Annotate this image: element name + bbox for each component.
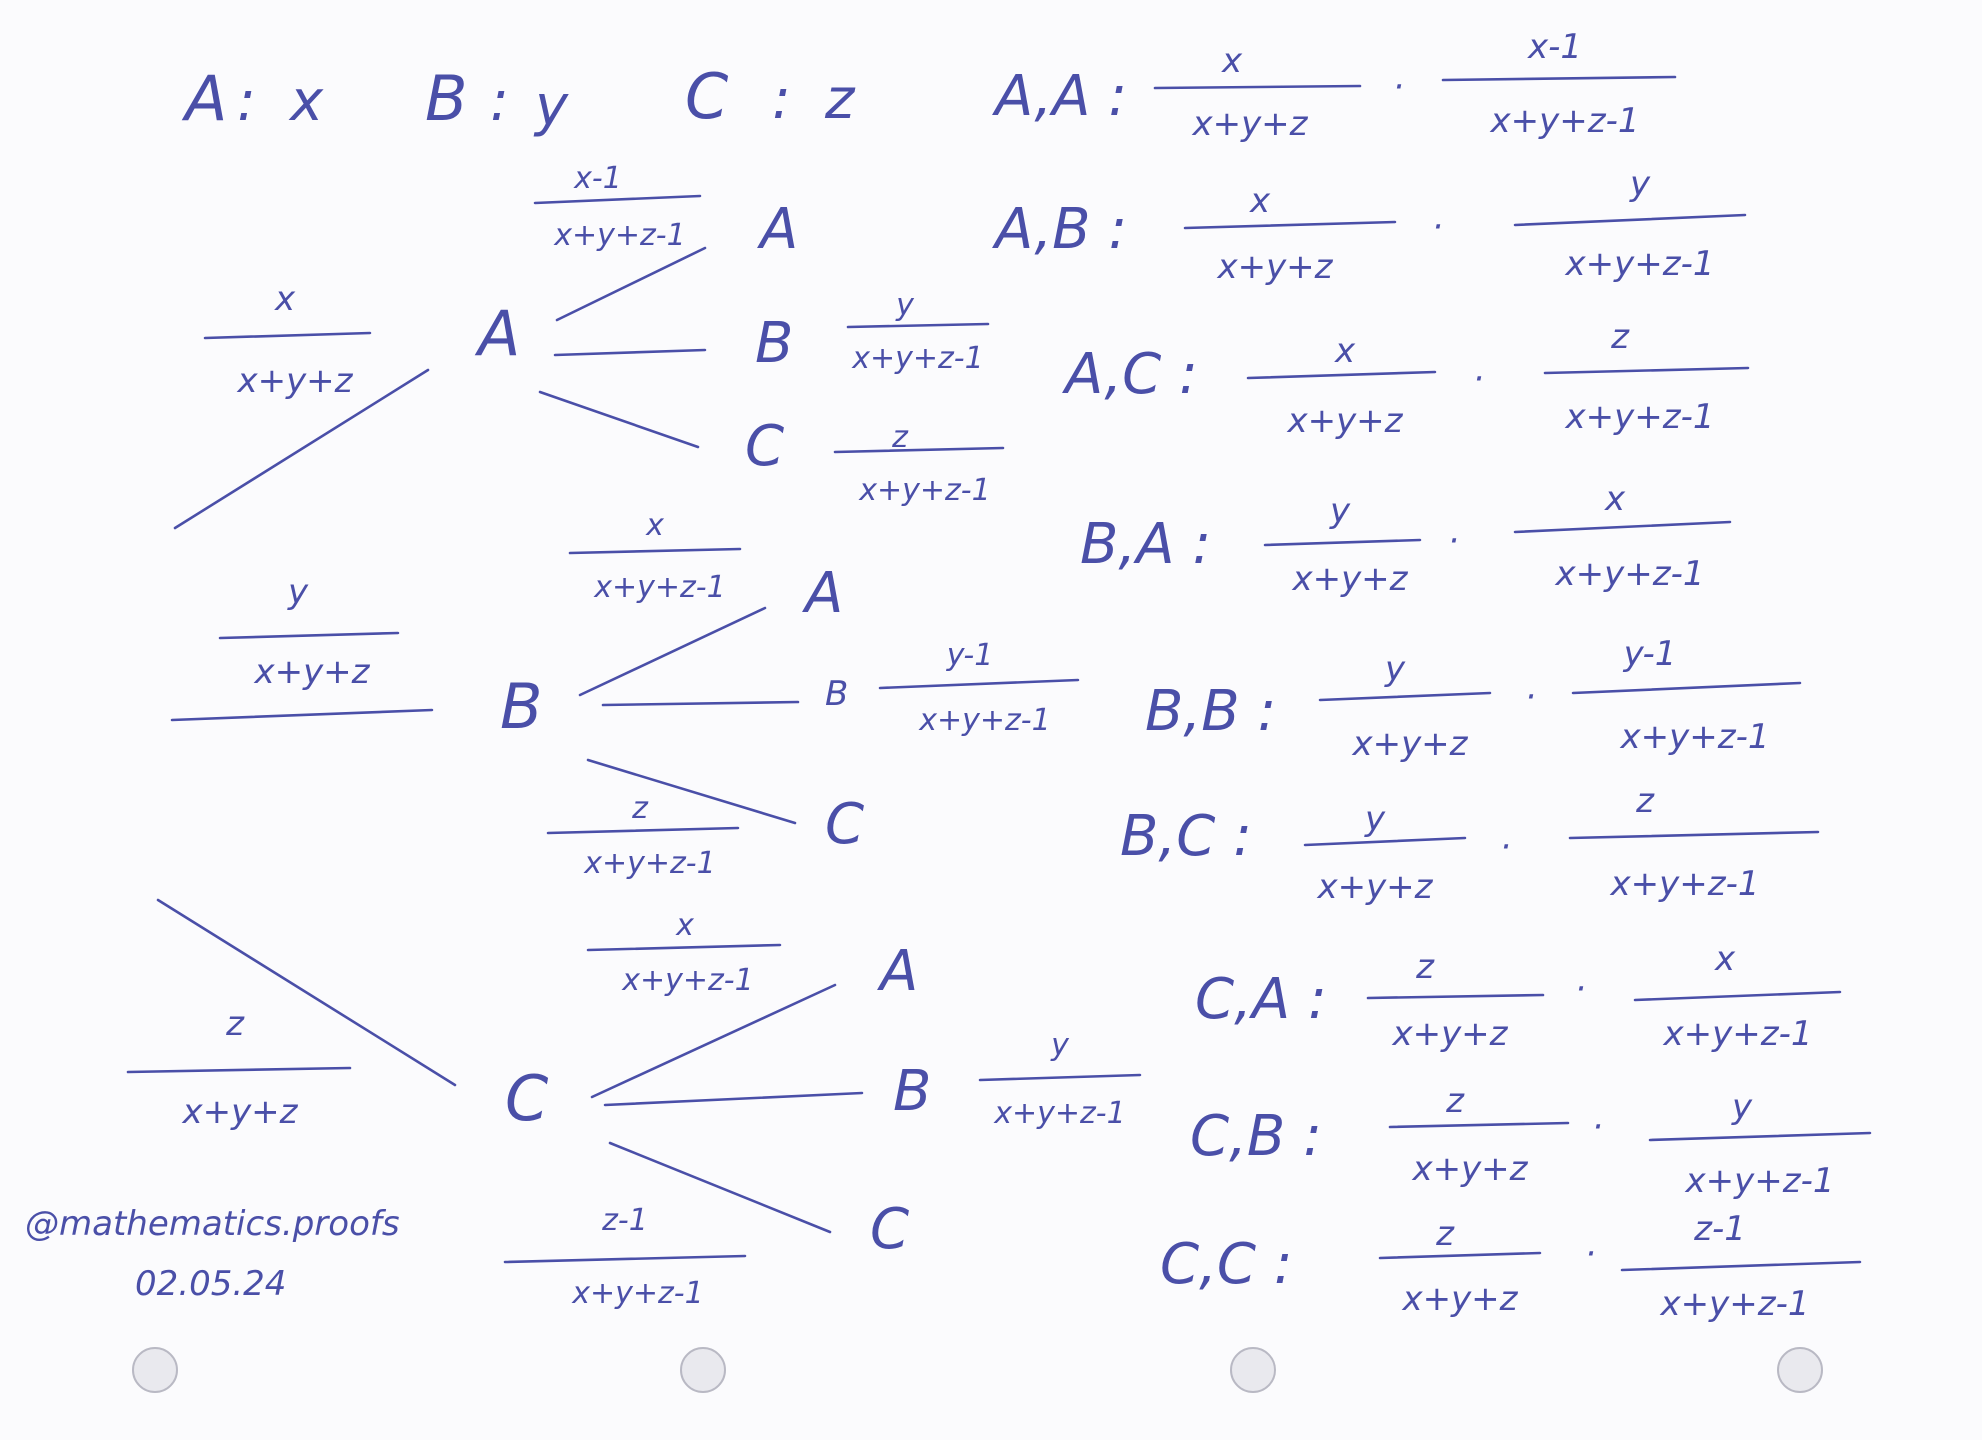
def-a-name: A	[185, 62, 228, 135]
pb-b-bar	[880, 680, 1078, 688]
pa-b-bar	[848, 324, 988, 327]
branch-a-b	[555, 350, 705, 355]
outcome-cc-dot: ·	[1585, 1234, 1596, 1274]
outcome-bb-f1-bar	[1320, 693, 1490, 700]
outcome-ca-f1-bar	[1368, 995, 1543, 998]
outcome-ac-dot: ·	[1473, 359, 1484, 399]
outcome-ba-f1-den: x+y+z	[1292, 559, 1408, 599]
outcome-ab-f1-bar	[1185, 222, 1395, 228]
outcome-cc	[1160, 1209, 1860, 1324]
outcome-ba-dot: ·	[1448, 521, 1459, 561]
def-b-var: y	[535, 74, 569, 139]
pb-c-den: x+y+z-1	[584, 846, 716, 881]
outcome-ba-label: B,A :	[1080, 512, 1212, 577]
pc-c-bar	[505, 1256, 745, 1262]
definitions	[181, 60, 856, 139]
p-a-num: x	[274, 279, 296, 319]
p-c-bar	[128, 1068, 350, 1072]
outcome-ac-f2-bar	[1545, 368, 1748, 373]
outcome-ca-f2-den: x+y+z-1	[1663, 1014, 1813, 1054]
pc-b-bar	[980, 1075, 1140, 1080]
signature-handle: @mathematics.proofs	[25, 1204, 400, 1244]
outcome-cc-f1-den: x+y+z	[1402, 1279, 1518, 1319]
outcome-bc-f1-den: x+y+z	[1317, 867, 1433, 907]
outcome-ac-f2-num: z	[1611, 317, 1629, 357]
pc-c-node: C	[870, 1197, 910, 1262]
outcome-cb-dot: ·	[1592, 1107, 1603, 1147]
outcome-ca-label: C,A :	[1195, 967, 1327, 1032]
outcome-bb	[1145, 634, 1800, 764]
outcome-ac-f2-den: x+y+z-1	[1565, 397, 1715, 437]
pb-c-bar	[548, 828, 738, 833]
outcome-ba	[1080, 479, 1730, 599]
outcome-aa	[992, 27, 1675, 144]
outcome-cc-f2-den: x+y+z-1	[1660, 1284, 1810, 1324]
outcome-cc-f1-bar	[1380, 1253, 1540, 1258]
outcome-bc-f1-num: y	[1364, 799, 1386, 839]
pa-b-node: B	[755, 311, 794, 376]
def-a-var: x	[290, 69, 324, 134]
p-b-num: y	[287, 572, 309, 612]
outcome-bb-f2-den: x+y+z-1	[1620, 717, 1770, 757]
branch-group-b	[548, 508, 1078, 881]
node-a: A	[478, 297, 521, 370]
pc-c-num: z-1	[602, 1203, 648, 1238]
outcome-aa-f2-bar	[1443, 77, 1675, 80]
branch-b-c	[588, 760, 795, 823]
outcome-ac	[1062, 317, 1748, 441]
outcome-cb-f2-bar	[1650, 1133, 1870, 1140]
pa-a-num: x-1	[574, 161, 622, 196]
pa-b-num: y	[896, 288, 914, 323]
pa-a-bar	[535, 196, 700, 203]
p-b-den: x+y+z	[254, 652, 370, 692]
outcome-ca-f1-num: z	[1416, 947, 1434, 987]
outcome-cc-label: C,C :	[1160, 1232, 1293, 1297]
outcome-ca-f2-num: x	[1714, 939, 1736, 979]
p-a-den: x+y+z	[237, 361, 353, 401]
outcome-ac-f1-bar	[1248, 372, 1435, 378]
outcome-ab-f2-bar	[1515, 215, 1745, 225]
pa-c-den: x+y+z-1	[859, 473, 991, 508]
outcome-ab-f2-den: x+y+z-1	[1565, 244, 1715, 284]
node-c: C	[505, 1062, 549, 1135]
branch-c-b	[605, 1093, 862, 1105]
pa-b-den: x+y+z-1	[852, 341, 984, 376]
outcome-aa-label: A,A :	[995, 64, 1128, 129]
def-c-name: C	[685, 60, 729, 133]
pa-c-bar	[835, 448, 1003, 452]
branch-group-c	[505, 908, 1140, 1311]
outcome-ca-f2-bar	[1635, 992, 1840, 1000]
outcome-ab-label: A,B :	[995, 197, 1128, 262]
outcome-ab-f2-num: y	[1629, 164, 1651, 204]
pb-b-num: y-1	[946, 638, 994, 673]
outcome-aa-f2-num: x-1	[1527, 27, 1583, 67]
outcome-cb-f2-num: y	[1731, 1087, 1753, 1127]
binder-hole-icon	[1231, 1348, 1275, 1392]
outcome-ca	[1195, 939, 1840, 1054]
pb-a-den: x+y+z-1	[594, 570, 726, 605]
def-c-var: z	[825, 67, 855, 132]
pb-c-node: C	[825, 792, 865, 857]
branch-b-a	[580, 608, 765, 695]
outcome-aa-f1-bar	[1155, 86, 1360, 88]
pc-c-den: x+y+z-1	[572, 1276, 704, 1311]
binder-hole-icon	[133, 1348, 177, 1392]
pc-a-node: A	[880, 939, 919, 1004]
binder-holes	[133, 1348, 1822, 1392]
p-b-bar	[220, 633, 398, 638]
pb-b-den: x+y+z-1	[919, 703, 1051, 738]
branch-c-a	[592, 985, 835, 1097]
outcome-bb-f1-den: x+y+z	[1352, 724, 1468, 764]
outcome-ac-f1-den: x+y+z	[1287, 401, 1403, 441]
pc-b-num: y	[1051, 1028, 1069, 1063]
outcome-ba-f1-num: y	[1329, 491, 1351, 531]
outcome-ab-f1-den: x+y+z	[1217, 247, 1333, 287]
pb-a-num: x	[646, 508, 664, 543]
pb-a-bar	[570, 549, 740, 553]
outcome-aa-f2-den: x+y+z-1	[1490, 101, 1640, 141]
outcome-cc-f1-num: z	[1436, 1214, 1454, 1254]
outcome-bb-f2-bar	[1573, 683, 1800, 693]
branch-root-b	[172, 710, 432, 720]
outcome-bc-f2-num: z	[1636, 781, 1654, 821]
outcome-bc-dot: ·	[1500, 827, 1511, 867]
pc-b-den: x+y+z-1	[994, 1096, 1126, 1131]
branch-root-c	[158, 900, 455, 1085]
pa-a-node: A	[760, 197, 799, 262]
def-c-colon: :	[772, 67, 791, 132]
outcome-bc-f2-bar	[1570, 832, 1818, 838]
outcome-bc-f1-bar	[1305, 838, 1465, 845]
binder-hole-icon	[681, 1348, 725, 1392]
outcome-aa-f1-den: x+y+z	[1192, 104, 1308, 144]
outcome-bb-f2-num: y-1	[1623, 634, 1677, 674]
outcome-ac-label: A,C :	[1065, 342, 1198, 407]
outcome-ba-f2-num: x	[1604, 479, 1626, 519]
node-b: B	[500, 670, 543, 743]
pb-b-node: B	[825, 674, 849, 714]
branch-group-a	[535, 161, 1003, 508]
outcome-cb-f1-num: z	[1446, 1081, 1464, 1121]
binder-hole-icon	[1778, 1348, 1822, 1392]
p-c-den: x+y+z	[182, 1092, 298, 1132]
pa-c-num: z	[892, 420, 908, 455]
outcome-ab-f1-num: x	[1249, 181, 1271, 221]
p-a-bar	[205, 333, 370, 338]
outcome-cc-f2-num: z-1	[1694, 1209, 1746, 1249]
pc-a-bar	[588, 945, 780, 950]
outcome-ca-dot: ·	[1575, 969, 1586, 1009]
pc-b-node: B	[893, 1059, 932, 1124]
outcome-cb-f1-den: x+y+z	[1412, 1149, 1528, 1189]
signature	[25, 1204, 400, 1304]
p-c-num: z	[226, 1004, 244, 1044]
pc-a-den: x+y+z-1	[622, 963, 754, 998]
outcome-bc-f2-den: x+y+z-1	[1610, 864, 1760, 904]
signature-date: 02.05.24	[135, 1264, 287, 1304]
outcome-bb-f1-num: y	[1384, 649, 1406, 689]
outcome-cb-f1-bar	[1390, 1123, 1568, 1127]
outcome-cc-f2-bar	[1622, 1262, 1860, 1270]
outcome-bc	[1120, 781, 1818, 907]
branch-a-c	[540, 392, 698, 447]
outcome-ab	[992, 164, 1745, 287]
outcome-aa-dot: ·	[1393, 67, 1404, 107]
pa-a-den: x+y+z-1	[554, 218, 686, 253]
pc-a-num: x	[676, 908, 694, 943]
pb-c-num: z	[632, 791, 648, 826]
branch-a-a	[557, 248, 705, 320]
pa-c-node: C	[745, 414, 785, 479]
first-level-probs	[128, 279, 398, 1132]
outcome-aa-f1-num: x	[1221, 41, 1243, 81]
first-level-nodes	[474, 297, 549, 1135]
outcome-bc-label: B,C :	[1120, 804, 1252, 869]
outcome-bb-dot: ·	[1525, 677, 1536, 717]
def-b-colon: :	[490, 69, 509, 134]
def-a-colon: :	[237, 69, 256, 134]
outcome-ca-f1-den: x+y+z	[1392, 1014, 1508, 1054]
outcome-bb-label: B,B :	[1145, 679, 1277, 744]
outcome-ba-f2-bar	[1515, 522, 1730, 532]
outcome-cb	[1190, 1081, 1870, 1201]
outcome-ac-f1-num: x	[1334, 331, 1356, 371]
branch-b-b	[603, 702, 798, 705]
def-b-name: B	[425, 62, 468, 135]
outcome-cb-f2-den: x+y+z-1	[1685, 1161, 1835, 1201]
outcome-cb-label: C,B :	[1190, 1104, 1322, 1169]
outcome-ab-dot: ·	[1432, 207, 1443, 247]
outcome-ba-f1-bar	[1265, 540, 1420, 545]
pb-a-node: A	[805, 561, 844, 626]
outcome-ba-f2-den: x+y+z-1	[1555, 554, 1705, 594]
